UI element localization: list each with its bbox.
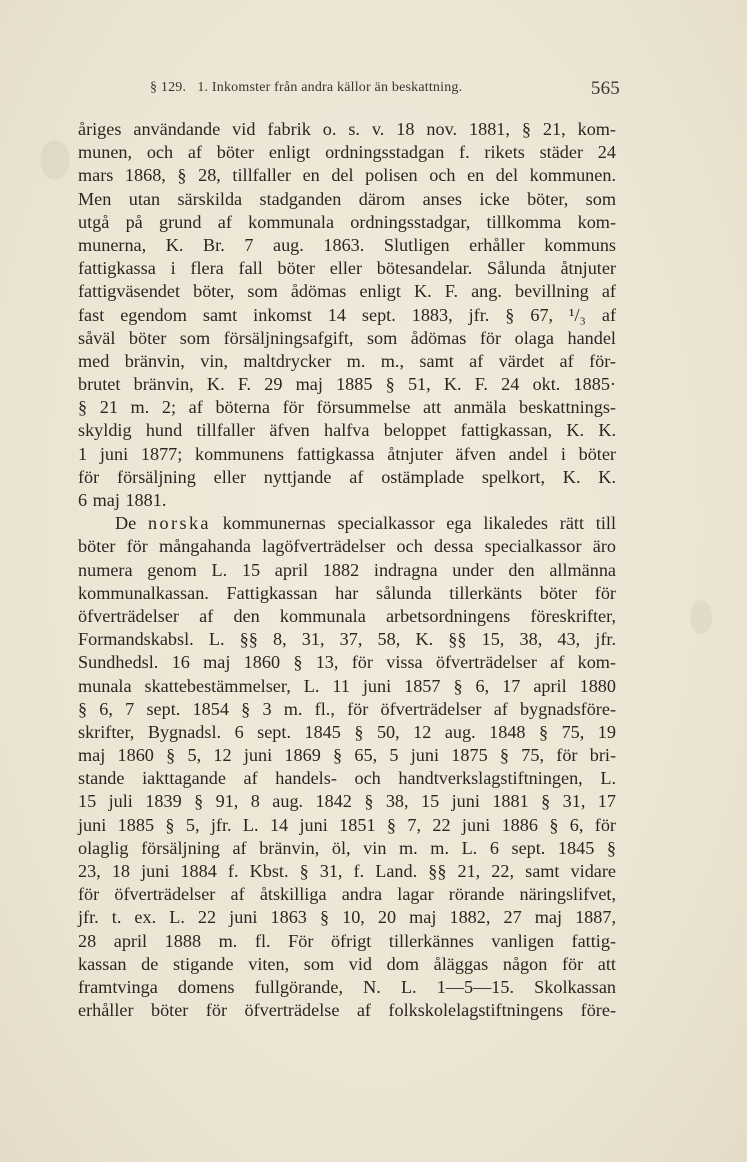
text-line: 1 juni 1877; kommunens fattigkassa åtnjuter äfven andel i böter (78, 443, 616, 464)
text-line: 15 juli 1839 § 91, 8 aug. 1842 § 38, 15 juni 1881 § 31, 17 (78, 791, 616, 812)
line-text: kommunernas specialkassor ega likaledes rätt till (222, 513, 617, 534)
text-line: maj 1860 § 5, 12 juni 1869 § 65, 5 juni 1875 § 75, för bri- (78, 745, 616, 766)
text-line: 6 maj 1881. (78, 490, 167, 510)
paper-stain (690, 600, 712, 634)
text-line: 28 april 1888 m. fl. För öfrigt tillerkännes vanligen fattig- (78, 930, 616, 951)
text-line: utgå på grund af kommunala ordningsstadgar, tillkomma kom- (78, 211, 616, 232)
running-head-title (150, 80, 462, 96)
text-line: skrifter, Bygnadsl. 6 sept. 1845 § 50, 12 aug. 1848 § 75, 19 (78, 721, 616, 742)
paragraph-1 (78, 118, 616, 512)
text-line: öfverträdelser af den kommunala arbetsordningens föreskrifter, (78, 605, 616, 626)
text-line: mars 1868, § 28, tillfaller en del polisen och en del kommunen. (78, 165, 616, 186)
text-line: Men utan särskilda stadganden därom anses icke böter, som (78, 188, 616, 209)
text-line: brutet bränvin, K. F. 29 maj 1885 § 51, K. F. 24 okt. 1885· (78, 374, 616, 395)
text-line: kassan de stigande viten, som vid dom åläggas någon för att (78, 953, 616, 974)
text-line: stande iakttagande af handels- och handtverkslagstiftningen, L. (78, 768, 616, 789)
text-line: § 6, 7 sept. 1854 § 3 m. fl., för öfverträdelser af bygnadsföre- (78, 698, 616, 719)
text-line: olaglig försäljning af bränvin, öl, vin m. m. L. 6 sept. 1845 § (78, 837, 616, 858)
text-line: 23, 18 juni 1884 f. Kbst. § 31, f. Land. §§ 21, 22, samt vidare (78, 861, 616, 881)
text-line: kommunalkassan. Fattigkassan har sålunda tillerkänts böter för (78, 582, 616, 603)
text-line: med bränvin, vin, maltdrycker m. m., samt af värdet af för- (78, 350, 616, 371)
text-line (78, 512, 616, 535)
text-line: jfr. t. ex. L. 22 juni 1863 § 10, 20 maj 1882, 27 maj 1887, (78, 907, 616, 928)
text-line: åriges användande vid fabrik o. s. v. 18 nov. 1881, § 21, kom- (78, 119, 616, 139)
text-line: böter för mångahanda lagöfverträdelser och dessa specialkassor äro (78, 536, 616, 557)
text-line: § 21 m. 2; af böterna för försummelse att anmäla beskattnings- (78, 397, 616, 418)
text-line: erhåller böter för öfverträdelse af folkskolelagstiftningens före- (78, 1000, 616, 1021)
text-line: Sundhedsl. 16 maj 1860 § 13, för vissa öfverträdelser af kom- (78, 652, 616, 673)
chapter-title: 1. Inkomster från andra källor än beskattning. (197, 80, 463, 95)
paragraph-lead-word: De (115, 513, 137, 534)
text-line: för försäljning eller nyttjande af ostämplade spelkort, K. K. (78, 466, 616, 487)
text-line: fattigväsendet böter, som ådömas enligt K. F. ang. bevillning af (78, 281, 616, 302)
page-number: 565 (590, 78, 620, 99)
running-head (150, 78, 620, 102)
text-line: framtvinga domens fullgörande, N. L. 1—5—15. Skolkassan (78, 976, 616, 997)
paper-stain (40, 140, 70, 180)
text-line: munerna, K. Br. 7 aug. 1863. Slutligen erhåller kommuns (78, 234, 616, 255)
text-line: skyldig hund tillfaller äfven halfva beloppet fattigkassan, K. K. (78, 420, 616, 441)
spaced-emphasis: norska (148, 513, 211, 534)
text-line: för öfverträdelser af åtskilliga andra lagar rörande näringslifvet, (78, 884, 616, 905)
text-line: fast egendom samt inkomst 14 sept. 1883, jfr. § 67, ¹/₃ af (78, 304, 616, 325)
body-text (78, 118, 616, 1022)
text-line: Formandskabsl. L. §§ 8, 31, 37, 58, K. §§ 15, 38, 43, jfr. (78, 629, 616, 650)
text-line: munen, och af böter enligt ordningsstadgan f. rikets städer 24 (78, 142, 616, 163)
section-number: § 129. (150, 80, 187, 95)
paragraph-2 (78, 512, 616, 1022)
text-line: juni 1885 § 5, jfr. L. 14 juni 1851 § 7, 22 juni 1886 § 6, för (78, 814, 616, 835)
text-line: såväl böter som försäljningsafgift, som ådömas för olaga handel (78, 327, 616, 348)
text-line: numera genom L. 15 april 1882 indragna under den allmänna (78, 559, 616, 580)
text-line: fattigkassa i flera fall böter eller bötesandelar. Sålunda åtnjuter (78, 258, 616, 279)
text-line: munala skattebestämmelser, L. 11 juni 1857 § 6, 17 april 1880 (78, 675, 616, 696)
